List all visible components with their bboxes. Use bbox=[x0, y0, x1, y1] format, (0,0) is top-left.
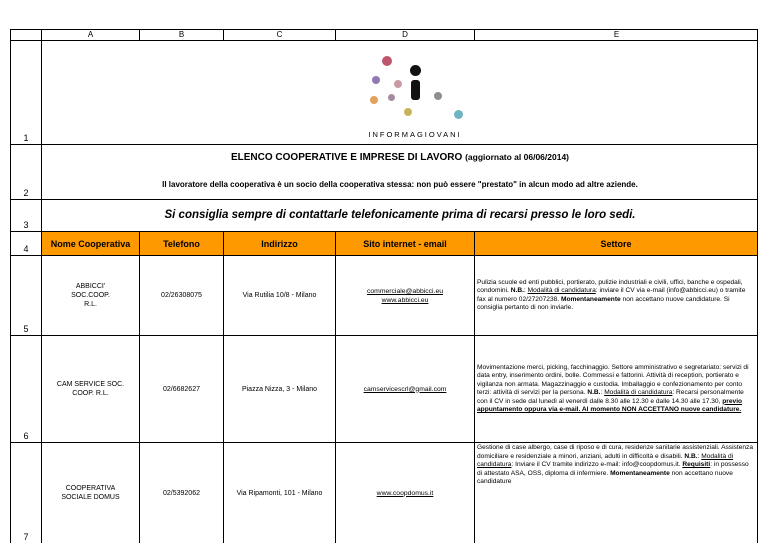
table-row-2-name[interactable]: CAM SERVICE SOC. COOP. R.L. bbox=[42, 336, 140, 443]
table-row-3-name[interactable]: COOPERATIVA SOCIALE DOMUS bbox=[42, 443, 140, 543]
logo-dot-orange bbox=[370, 96, 378, 104]
table-row-2-phone[interactable]: 02/6682627 bbox=[140, 336, 224, 443]
table-row-1-phone[interactable]: 02/26308075 bbox=[140, 256, 224, 336]
row1-bottom-line bbox=[42, 144, 758, 145]
logo-dot-mauve bbox=[388, 94, 395, 101]
logo-dot-teal bbox=[454, 110, 463, 119]
column-header-b[interactable]: B bbox=[140, 29, 224, 41]
website-link[interactable]: www.coopdomus.it bbox=[376, 489, 434, 497]
page-title-date: (aggiornato al 06/06/2014) bbox=[465, 152, 570, 162]
row-header-6[interactable]: 6 bbox=[10, 336, 42, 443]
table-row-3-address[interactable]: Via Ripamonti, 101 - Milano bbox=[224, 443, 336, 543]
advice-text: Si consiglia sempre di contattarle telefonicamente prima di recarsi presso le loro sedi. bbox=[164, 209, 636, 221]
logo-dot-purple bbox=[372, 76, 380, 84]
moment-label: Momentaneamente bbox=[560, 295, 621, 303]
table-row-3-sector[interactable] bbox=[475, 443, 758, 543]
moment-label: Momentaneamente bbox=[610, 469, 670, 477]
sector-text: Movimentazione merci, picking, facchinaggio. Settore amministrativo e segretariato: servizi di data entry, inserimento ordini, bolle. Commessi e fattorini. Attività di reception, portierato e vigilanza non armata. Magazzinaggio e custodia. Imballaggio e confezionamento per conto terzi: attività di servizi per la persona. N.B.: Modalità di candidatura: Recarsi personalmente con il CV in sede dal lunedì al venerdì dalle 8.30 alle 12.30 e dalle 14.30 alle 17.30, previo appuntamento oppura via e-mail. Al momento NON ACCETTANO nuove candidature. bbox=[477, 363, 749, 413]
logo-dot-pink bbox=[394, 80, 402, 88]
header-telefono[interactable]: Telefono bbox=[140, 232, 224, 256]
table-row-3-web[interactable] bbox=[336, 443, 475, 543]
column-header-c[interactable]: C bbox=[224, 29, 336, 41]
sector-requirements: : in possesso di attestato ASA, OSS, diploma di infermiere. bbox=[477, 461, 749, 477]
sector-instructions: : Recarsi personalmente con il CV in sede dal lunedì al venerdì dalle 8.30 alle 12.30 e dalle 14.30 alle 17.30, bbox=[477, 389, 744, 405]
header-indirizzo[interactable]: Indirizzo bbox=[224, 232, 336, 256]
page-title bbox=[42, 152, 758, 163]
modalita-label: Modalità di candidatura bbox=[477, 452, 734, 468]
sector-description: Movimentazione merci, picking, facchinaggio. Settore amministrativo e segretariato: servizi di data entry, inserimento ordini, bolle. Commessi e fattorini. Attività di reception, portierato e vigilanza non armata. Magazzinaggio e custodia. Imballaggio e confezionamento per conto terzi: attività di servizi per la persona. bbox=[477, 363, 749, 396]
row-header-1[interactable]: 1 bbox=[10, 41, 42, 145]
column-header-d[interactable]: D bbox=[336, 29, 475, 41]
modalita-label: Modalità di candidatura bbox=[527, 287, 596, 294]
nb-label: N.B. bbox=[510, 287, 524, 294]
table-row-1-address[interactable]: Via Rutilia 10/8 - Milano bbox=[224, 256, 336, 336]
email-link[interactable]: camservicescrl@gmail.com bbox=[363, 385, 447, 393]
row-header-7[interactable]: 7 bbox=[10, 443, 42, 543]
row2-bottom-line bbox=[42, 199, 758, 200]
sector-description: Gestione di case albergo, case di riposo e di cura, residenze sanitarie assistenziali. Assistenza domiciliare e residenziale a minori, anziani, adulti in difficoltà e disabili. bbox=[477, 444, 753, 460]
header-nome-cooperativa[interactable]: Nome Cooperativa bbox=[42, 232, 140, 256]
nb-label: N.B. bbox=[684, 452, 698, 460]
corner-cell[interactable] bbox=[10, 29, 42, 41]
moment-label: previo appuntamento oppura via e-mail. Al momento NON ACCETTANO nuove candidature. bbox=[477, 397, 743, 413]
row-header-3[interactable]: 3 bbox=[10, 200, 42, 232]
row-header-4[interactable]: 4 bbox=[10, 232, 42, 256]
table-row-2-web[interactable] bbox=[336, 336, 475, 443]
column-header-a[interactable]: A bbox=[42, 29, 140, 41]
modalita-label: Modalità di candidatura bbox=[604, 389, 673, 396]
website-link[interactable]: www.abbicci.eu bbox=[381, 296, 429, 304]
sector-instructions: : Inviare il CV tramite indirizzo e-mail: info@coopdomus.it. bbox=[511, 461, 681, 468]
sector-note: non accettano nuove candidature bbox=[477, 469, 733, 485]
email-link[interactable]: commerciale@abbicci.eu bbox=[366, 287, 444, 295]
requisiti-label: Requisiti bbox=[682, 461, 711, 468]
column-header-e[interactable]: E bbox=[613, 30, 620, 39]
logo-dot-olive bbox=[404, 108, 412, 116]
table-row-2-address[interactable]: Piazza Nizza, 3 - Milano bbox=[224, 336, 336, 443]
sector-instructions: : inviare il CV via e-mail (info@abbicci.eu) o tramite fax al numero 02/27207238. bbox=[477, 287, 746, 303]
logo-dot-grey bbox=[434, 92, 442, 100]
table-row-2-sector[interactable] bbox=[475, 336, 758, 443]
logo-text: INFORMAGIOVANI bbox=[368, 130, 462, 139]
table-row-1-web[interactable] bbox=[336, 256, 475, 336]
logo-dot-black-head bbox=[410, 65, 421, 76]
header-sito-email[interactable]: Sito internet - email bbox=[336, 232, 475, 256]
notice-text: Il lavoratore della cooperativa è un socio della cooperativa stessa: non può essere "prestato" in alcun modo ad altre aziende. bbox=[162, 180, 638, 189]
row-header-2[interactable]: 2 bbox=[10, 145, 42, 200]
logo-i-stem bbox=[411, 80, 420, 100]
sector-note: non accettano nuove candidature. Si consiglia pertanto di non inviarle. bbox=[477, 295, 730, 311]
sector-text: Gestione di case albergo, case di riposo e di cura, residenze sanitarie assistenziali. Assistenza domiciliare e residenziale a minori, anziani, adulti in difficoltà e disabili. N.B.: Modalità di candidatura: Inviare il CV tramite indirizzo e-mail: info@coopdomus.it. Requisiti: in possesso di attestato ASA, OSS, diploma di infermiere. Momentaneamente non accettano nuove candidature bbox=[477, 444, 753, 485]
logo-dot-red bbox=[382, 56, 392, 66]
sector-text: Pulizia scuole ed enti pubblici, portierato, pulizie industriali e civili, uffici, banche e ospedali, condomini. N.B.: Modalità di candidatura: inviare il CV via e-mail (info@abbicci.eu) o tramite fax al numero 02/27207238. Momentaneamente non accettano nuove candidature. Si consiglia pertanto di non inviarle. bbox=[477, 278, 746, 311]
sector-description: Pulizia scuole ed enti pubblici, portierato, pulizie industriali e civili, uffici, banche e ospedali, condomini. bbox=[477, 278, 743, 294]
table-row-3-phone[interactable]: 02/5392062 bbox=[140, 443, 224, 543]
row-header-5[interactable]: 5 bbox=[10, 256, 42, 336]
informagiovani-logo bbox=[360, 50, 470, 140]
header-settore[interactable]: Settore bbox=[475, 232, 758, 256]
page-title-main: ELENCO COOPERATIVE E IMPRESE DI LAVORO bbox=[230, 152, 463, 163]
table-row-1-sector[interactable] bbox=[475, 256, 758, 336]
table-row-1-name[interactable]: ABBICCI' SOC.COOP. R.L. bbox=[42, 256, 140, 336]
nb-label: N.B. bbox=[587, 389, 601, 396]
